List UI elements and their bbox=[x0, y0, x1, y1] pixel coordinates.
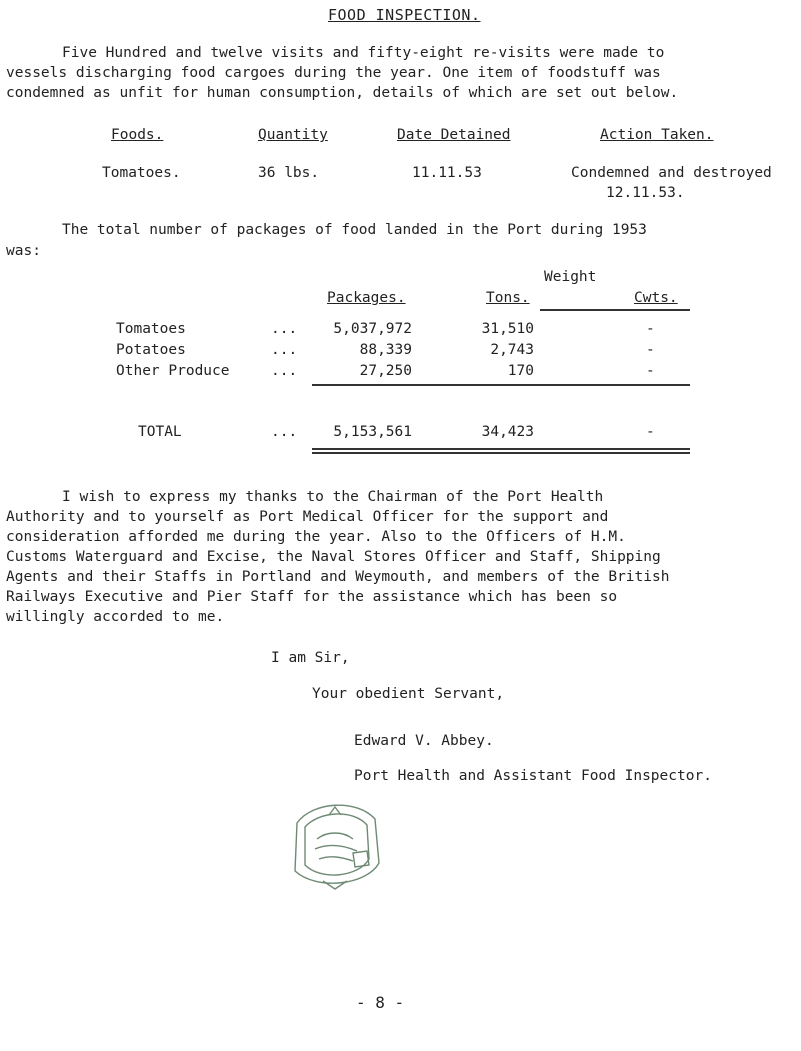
subtotal-rule bbox=[312, 384, 690, 386]
salutation: I am Sir, bbox=[271, 650, 350, 666]
total-dots: ... bbox=[271, 424, 298, 440]
header-foods: Foods. bbox=[111, 127, 164, 143]
header-date-detained: Date Detained bbox=[397, 127, 511, 143]
intro-paragraph bbox=[0, 43, 801, 103]
signatory-role: Port Health and Assistant Food Inspector. bbox=[354, 768, 712, 784]
page-title: FOOD INSPECTION. bbox=[328, 6, 481, 24]
thanks-line-6: Railways Executive and Pier Staff for the assistance which has been so bbox=[6, 589, 618, 605]
condemned-action-date: 12.11.53. bbox=[606, 185, 685, 201]
thanks-paragraph bbox=[0, 487, 801, 627]
row-dots: ... bbox=[271, 321, 298, 337]
row-item: Other Produce bbox=[116, 363, 230, 379]
header-quantity: Quantity bbox=[258, 127, 328, 143]
total-tons: 34,423 bbox=[481, 424, 534, 440]
closing: Your obedient Servant, bbox=[312, 686, 505, 702]
row-tons: 170 bbox=[507, 363, 534, 379]
thanks-line-2: Authority and to yourself as Port Medical Officer for the support and bbox=[6, 509, 609, 525]
total-packages: 5,153,561 bbox=[333, 424, 412, 440]
row-cwts: - bbox=[646, 321, 655, 337]
row-cwts: - bbox=[646, 363, 655, 379]
signatory-name: Edward V. Abbey. bbox=[354, 733, 494, 749]
row-dots: ... bbox=[271, 363, 298, 379]
header-rule bbox=[540, 309, 690, 311]
row-packages: 27,250 bbox=[359, 363, 412, 379]
intro-line-2: vessels discharging food cargoes during the year. One item of foodstuff was bbox=[6, 65, 661, 81]
row-item: Tomatoes bbox=[116, 321, 186, 337]
total-label: TOTAL bbox=[138, 424, 182, 440]
header-action-taken: Action Taken. bbox=[600, 127, 714, 143]
row-packages: 88,339 bbox=[359, 342, 412, 358]
condemned-quantity: 36 lbs. bbox=[258, 165, 320, 181]
header-cwts: Cwts. bbox=[634, 290, 678, 306]
condemned-date: 11.11.53 bbox=[412, 165, 482, 181]
row-dots: ... bbox=[271, 342, 298, 358]
condemned-action: Condemned and destroyed bbox=[571, 165, 772, 181]
thanks-line-4: Customs Waterguard and Excise, the Naval Stores Officer and Staff, Shipping bbox=[6, 549, 661, 565]
header-weight: Weight bbox=[544, 269, 597, 285]
header-packages: Packages. bbox=[327, 290, 406, 306]
header-tons: Tons. bbox=[486, 290, 530, 306]
thanks-line-1: I wish to express my thanks to the Chairman of the Port Health bbox=[62, 489, 604, 505]
row-cwts: - bbox=[646, 342, 655, 358]
page-number: - 8 - bbox=[356, 993, 405, 1012]
total-cwts: - bbox=[646, 424, 655, 440]
total-rule-top bbox=[312, 448, 690, 450]
condemned-food: Tomatoes. bbox=[102, 165, 181, 181]
thanks-line-3: consideration afforded me during the year. Also to the Officers of H.M. bbox=[6, 529, 626, 545]
packages-intro-line-1: The total number of packages of food landed in the Port during 1953 bbox=[62, 222, 647, 238]
packages-intro-line-2: was: bbox=[6, 243, 41, 259]
row-tons: 2,743 bbox=[490, 342, 534, 358]
intro-line-1: Five Hundred and twelve visits and fifty-eight re-visits were made to bbox=[62, 45, 665, 61]
official-seal-stamp bbox=[283, 793, 387, 897]
thanks-line-7: willingly accorded to me. bbox=[6, 609, 225, 625]
row-tons: 31,510 bbox=[481, 321, 534, 337]
row-item: Potatoes bbox=[116, 342, 186, 358]
intro-line-3: condemned as unfit for human consumption, details of which are set out below. bbox=[6, 85, 679, 101]
total-rule-bottom bbox=[312, 452, 690, 454]
thanks-line-5: Agents and their Staffs in Portland and Weymouth, and members of the British bbox=[6, 569, 670, 585]
row-packages: 5,037,972 bbox=[333, 321, 412, 337]
